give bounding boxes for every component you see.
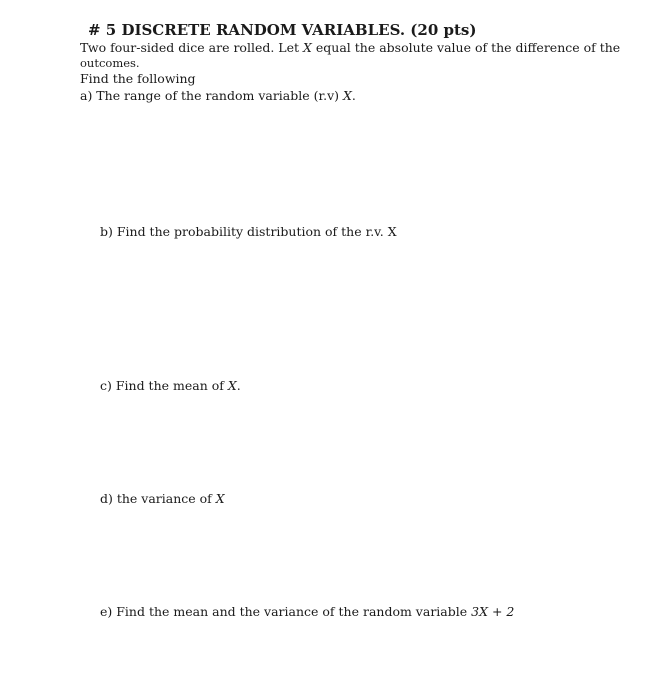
question-b: b) Find the probability distribution of the r.v. X [100,224,397,239]
question-a [80,88,356,103]
question-c-text: c) Find the mean of [100,378,228,393]
question-d-math: X [215,491,225,506]
intro-text-start: Two four-sided dice are rolled. Let [80,40,303,55]
question-a-suffix: . [351,88,356,103]
question-e [100,604,514,619]
question-a-math: X [343,88,352,103]
question-c-math: X [227,378,237,393]
question-c-suffix: . [236,378,241,393]
question-e-math: 3X + 2 [471,604,515,619]
question-d [100,491,225,506]
intro-text-end: equal the absolute value of the difference of the [311,40,621,55]
problem-intro-line-2: outcomes. [80,56,140,70]
problem-instruction: Find the following [80,71,196,86]
problem-heading: # 5 DISCRETE RANDOM VARIABLES. (20 pts) [88,21,477,39]
question-c [100,378,241,393]
intro-variable-x: X [303,40,312,55]
question-e-text: e) Find the mean and the variance of the random variable [100,604,472,619]
question-d-text: d) the variance of [100,491,216,506]
question-a-text: a) The range of the random variable (r.v) [80,88,343,103]
problem-intro-line-1 [80,40,620,55]
